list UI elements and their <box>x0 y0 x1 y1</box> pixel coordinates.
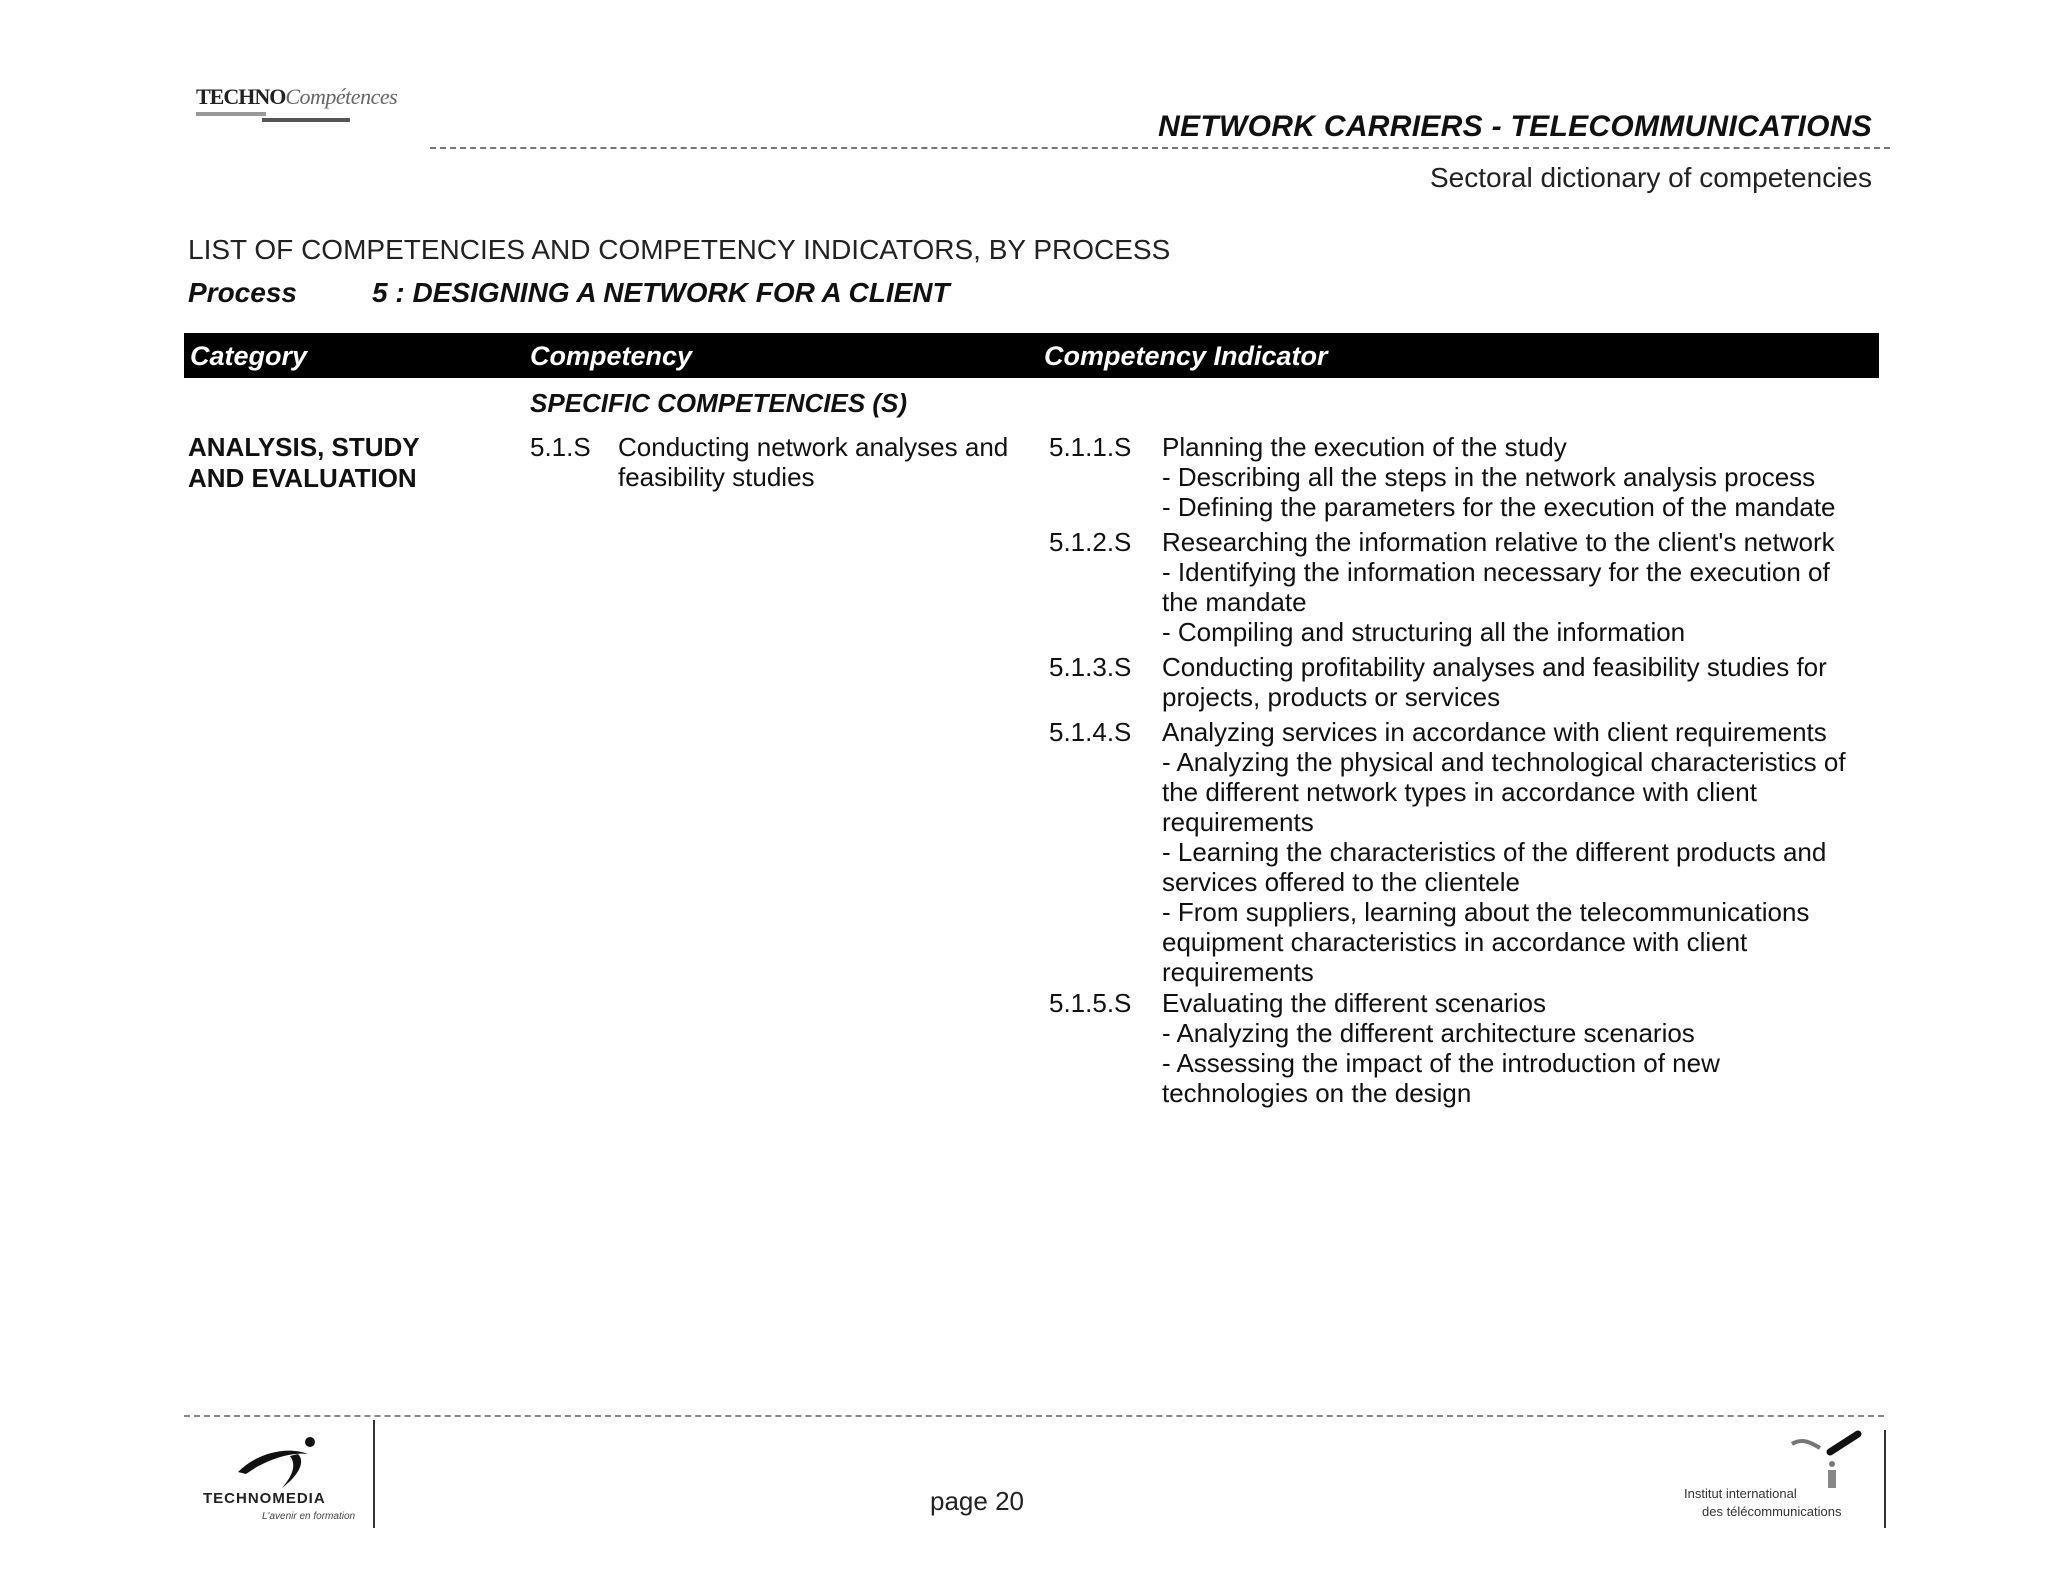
iit-name-line: Institut international <box>1684 1486 1797 1501</box>
header-divider <box>430 147 1890 149</box>
competency-line: feasibility studies <box>618 462 815 492</box>
indicator-text <box>1162 988 1882 1108</box>
indicator-line: - Defining the parameters for the execution of the mandate <box>1162 492 1836 522</box>
indicator-text <box>1162 527 1882 647</box>
indicator-line: projects, products or services <box>1162 682 1501 712</box>
group-label: SPECIFIC COMPETENCIES (S) <box>530 388 908 418</box>
indicator-line: services offered to the clientele <box>1162 867 1520 897</box>
iit-emblem-icon <box>1680 1428 1890 1488</box>
logo-bar-dark <box>262 118 350 122</box>
competency-line: Conducting network analyses and <box>618 432 1009 462</box>
indicator-line: requirements <box>1162 957 1314 987</box>
footer-logo-divider-left <box>373 1420 375 1528</box>
indicator-line: the different network types in accordance with client <box>1162 777 1757 807</box>
indicator-line: Analyzing services in accordance with client requirements <box>1162 717 1827 747</box>
technomedia-logo <box>198 1432 378 1532</box>
indicator-line: Planning the execution of the study <box>1162 432 1567 462</box>
category-line: ANALYSIS, STUDY <box>188 432 420 462</box>
column-header-competency: Competency <box>530 341 693 371</box>
indicator-line: equipment characteristics in accordance with client <box>1162 927 1748 957</box>
process-heading <box>188 277 950 309</box>
technomedia-swoosh-icon <box>198 1432 378 1492</box>
indicator-line: - Learning the characteristics of the different products and <box>1162 837 1827 867</box>
indicator-code: 5.1.3.S <box>1049 652 1132 682</box>
column-header-indicator: Competency Indicator <box>1044 341 1328 371</box>
indicator-line: Evaluating the different scenarios <box>1162 988 1546 1018</box>
indicator-text <box>1162 652 1882 712</box>
document-subtitle: Sectoral dictionary of competencies <box>1430 162 1872 193</box>
page-number: page 20 <box>930 1486 1024 1516</box>
indicator-line: - Identifying the information necessary for the execution of <box>1162 557 1830 587</box>
process-label: Process <box>188 277 297 308</box>
indicator-line: - Analyzing the different architecture scenarios <box>1162 1018 1695 1048</box>
table-header-bar <box>184 333 1879 378</box>
document-title: NETWORK CARRIERS - TELECOMMUNICATIONS <box>1158 110 1872 143</box>
iit-logo <box>1680 1428 1890 1533</box>
logo-suffix: Compétences <box>285 84 398 109</box>
technomedia-name: TECHNOMEDIA <box>203 1490 326 1507</box>
indicator-text <box>1162 717 1882 987</box>
indicator-line: Researching the information relative to the client's network <box>1162 527 1835 557</box>
indicator-line: Conducting profitability analyses and feasibility studies for <box>1162 652 1827 682</box>
technocompetences-logo <box>196 84 398 128</box>
category-cell <box>188 432 420 494</box>
indicator-line: - Analyzing the physical and technological characteristics of <box>1162 747 1846 777</box>
logo-bar-light <box>196 112 266 116</box>
category-line: AND EVALUATION <box>188 463 417 493</box>
competency-text <box>618 432 1028 492</box>
logo-brand: TECHNO <box>196 84 286 109</box>
technomedia-tagline: L'avenir en formation <box>262 1511 356 1522</box>
indicator-code: 5.1.5.S <box>1049 988 1132 1018</box>
column-header-category: Category <box>190 341 308 371</box>
indicator-text <box>1162 432 1882 522</box>
indicator-line: - From suppliers, learning about the telecommunications <box>1162 897 1810 927</box>
iit-name-line: des télécommunications <box>1702 1504 1842 1519</box>
process-title: 5 : DESIGNING A NETWORK FOR A CLIENT <box>372 277 950 308</box>
indicator-line: - Describing all the steps in the network analysis process <box>1162 462 1816 492</box>
competency-code: 5.1.S <box>530 432 591 462</box>
indicator-line: the mandate <box>1162 587 1307 617</box>
footer-divider <box>184 1415 1884 1417</box>
indicator-code: 5.1.2.S <box>1049 527 1132 557</box>
indicator-code: 5.1.4.S <box>1049 717 1132 747</box>
footer-logo-divider-right <box>1884 1430 1886 1528</box>
indicator-line: - Assessing the impact of the introduction of new <box>1162 1048 1720 1078</box>
list-title: LIST OF COMPETENCIES AND COMPETENCY INDICATORS, BY PROCESS <box>188 234 1171 265</box>
indicator-code: 5.1.1.S <box>1049 432 1132 462</box>
indicator-line: technologies on the design <box>1162 1078 1472 1108</box>
indicator-line: - Compiling and structuring all the information <box>1162 617 1686 647</box>
indicator-line: requirements <box>1162 807 1314 837</box>
